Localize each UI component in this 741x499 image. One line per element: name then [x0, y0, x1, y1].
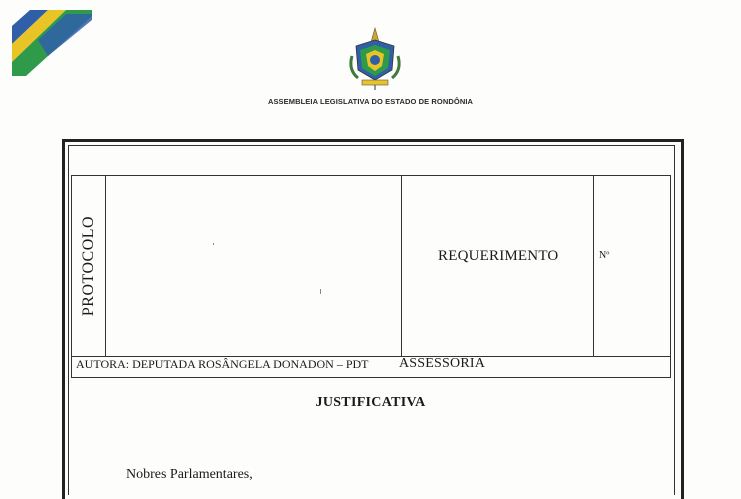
assessoria-label: ASSESSORIA	[399, 356, 486, 371]
rondonia-flag-logo	[8, 6, 94, 76]
scan-speck	[213, 243, 214, 245]
organization-name: ASSEMBLEIA LEGISLATIVA DO ESTADO DE RONDÔNIA	[267, 97, 474, 106]
table-divider	[401, 176, 402, 356]
table-divider	[593, 176, 594, 356]
coat-of-arms-icon	[346, 26, 404, 92]
scan-speck	[320, 289, 321, 294]
salutation-text: Nobres Parlamentares,	[126, 467, 253, 482]
protocol-form-table	[71, 175, 671, 378]
author-line: AUTORA: DEPUTADA ROSÂNGELA DONADON – PDT	[76, 357, 369, 371]
document-type-label: REQUERIMENTO	[438, 248, 559, 264]
protocolo-cell	[74, 176, 105, 356]
table-divider	[105, 176, 106, 356]
protocolo-label: PROTOCOLO	[80, 215, 98, 317]
number-label: Nº	[599, 250, 610, 261]
section-title: JUSTIFICATIVA	[315, 395, 426, 410]
